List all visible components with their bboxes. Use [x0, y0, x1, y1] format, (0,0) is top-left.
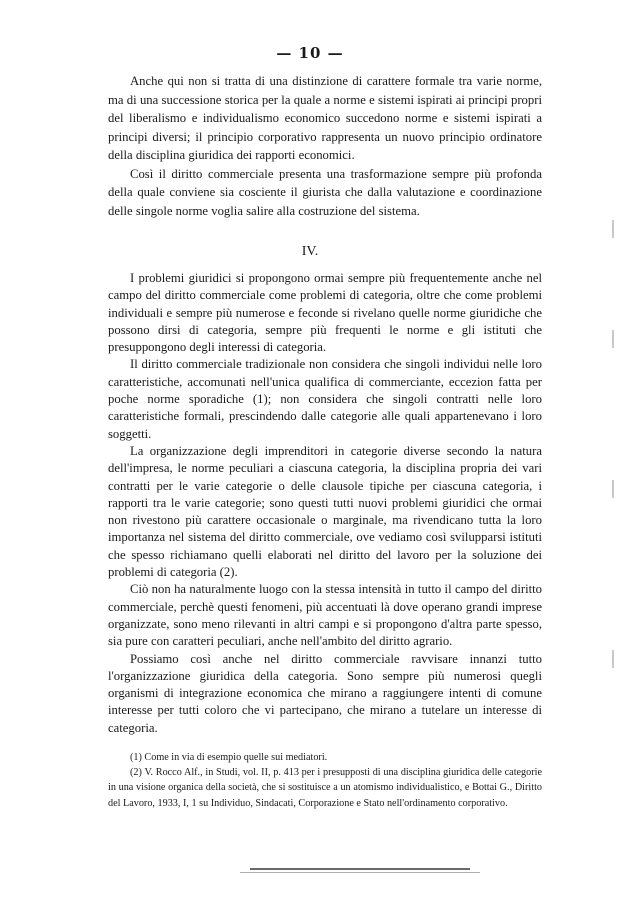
paragraph: La organizzazione degli imprenditori in categorie diverse secondo la natura dell'impresa, le norme peculiari a ciascuna categoria, la disciplina propria dei vari contratti per le varie categorie o delle clausole tipiche per ciascuna categoria, i rapporti tra le varie categorie; sono questi tutti nuovi problemi giuridici che ormai non rivestono più carattere occasionale o marginale, ma rivendicano tutta la loro importanza nel sistema del diritto commerciale, ove vediamo così svilupparsi istituti che spesso richiamano quelli elaborati nel diritto del lavoro per la soluzione dei problemi di categoria (2). [108, 443, 542, 580]
paragraph: Ciò non ha naturalmente luogo con la stessa intensità in tutto il campo del diritto commerciale, perchè questi fenomeni, più accentuati là dove operano grandi imprese organizzate, sono meno rilevanti in altri campi e si propongono d'altra parte spesso, sia pure con caratteri peculiari, anche nell'ambito del diritto agrario. [108, 582, 542, 649]
paragraph: Il diritto commerciale tradizionale non considera che singoli individui nelle loro caratteristiche, accomunati nell'unica qualifica di commerciante, eccezion fatta per poche norme sporadiche (1); non considera che singoli contratti nelle loro caratteristiche formali, prescindendo dalle categorie alle quali appartenevano i loro soggetti. [108, 357, 542, 441]
page-edge-marks [608, 180, 614, 780]
section-text-block [108, 270, 542, 737]
edge-mark [612, 480, 614, 498]
intro-text-block [108, 72, 542, 220]
paragraph: Così il diritto commerciale presenta una trasformazione sempre più profonda della quale conviene sia cosciente il giurista che dalla valutazione e coordinazione delle singole norme voglia salire alla costruzione del sistema. [108, 166, 542, 218]
footnote: (2) V. Rocco Alf., in Studi, vol. II, p. 413 per i presupposti di una disciplina giuridica delle categorie in una visione organica della società, che si sostituisce a un atomismo individualistico, e Bottai G., Diritto del Lavoro, 1933, I, 1 su Individuo, Sindacati, Corporazione e Stato nell'ordinamento corporativo. [108, 767, 542, 809]
paragraph: Anche qui non si tratta di una distinzione di carattere formale tra varie norme, ma di una successione storica per la quale a norme e sistemi ispirati ai principi propri del liberalismo e individualismo economico succedono norme e sistemi ispirati a principi diversi; il principio corporativo rappresenta un nuovo principio ordinatore della disciplina giuridica dei rapporti economici. [108, 74, 542, 162]
paragraph: I problemi giuridici si propongono ormai sempre più frequentemente anche nel campo del diritto commerciale come problemi di categoria, oltre che come problemi individuali e sempre più numerose e feconde si rivelano quelle norme giuridiche che possono dirsi di categoria, sempre più frequenti le norme e gli istituti che presuppongono degli interessi di categoria. [108, 271, 542, 355]
edge-mark [612, 220, 614, 238]
edge-mark [612, 650, 614, 668]
bottom-rule [250, 868, 470, 870]
footnotes [108, 750, 542, 811]
section-heading: IV. [301, 244, 319, 259]
edge-mark [612, 330, 614, 348]
bottom-rule-shadow [240, 872, 480, 873]
paragraph: Possiamo così anche nel diritto commerciale ravvisare innanzi tutto l'organizzazione giuridica della categoria. Sono sempre più numerosi quegli organismi di integrazione economica che mirano a raggiungere intenti di comune interesse per tutti coloro che vi partecipano, che mirano a tutelare un interesse di categoria. [108, 651, 542, 735]
footnote: (1) Come in via di esempio quelle sui mediatori. [130, 752, 328, 763]
page-number: — 10 — [276, 44, 344, 62]
